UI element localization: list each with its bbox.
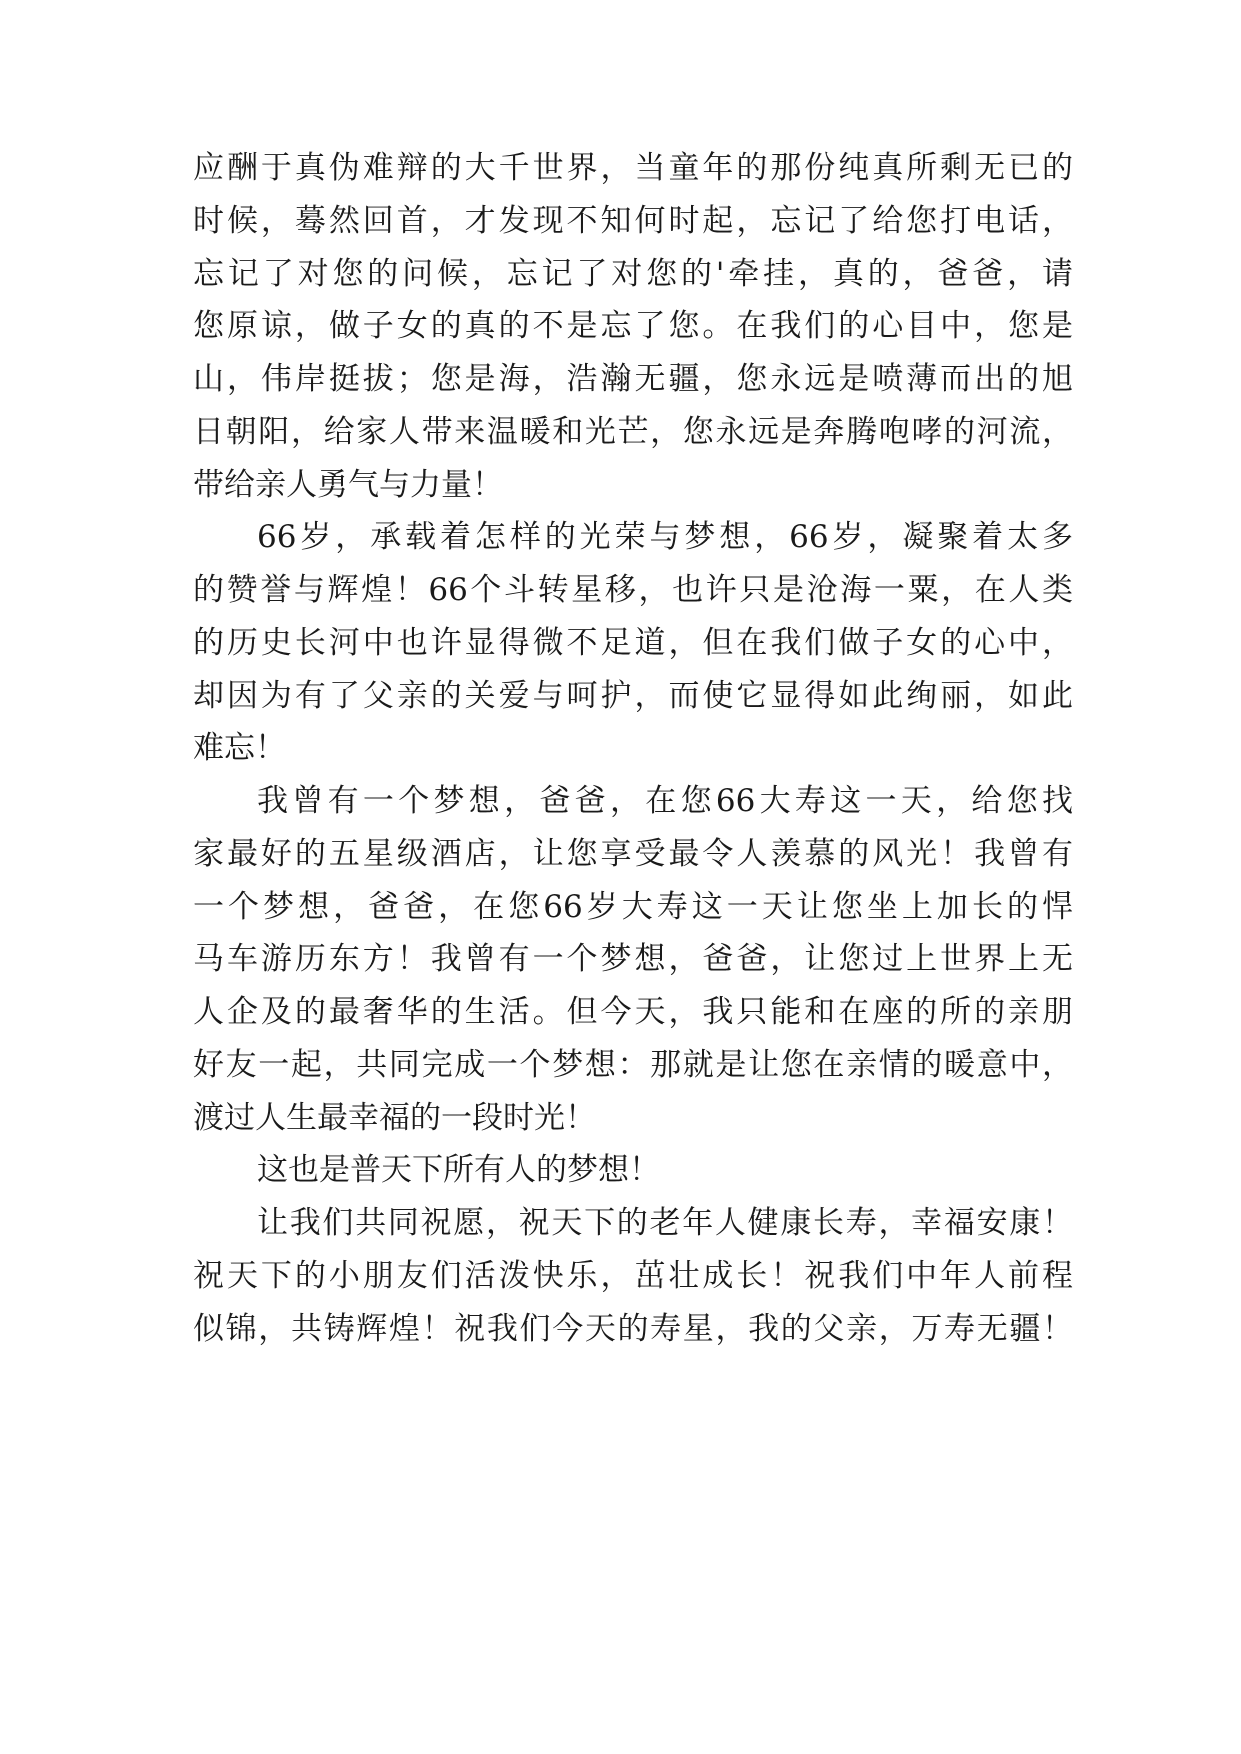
text-line: 日朝阳，给家人带来温暖和光芒，您永远是奔腾咆哮的河流， (193, 414, 1073, 450)
text-line: 一个梦想，爸爸，在您66岁大寿这一天让您坐上加长的悍 (193, 889, 1073, 925)
text-line: 的赞誉与辉煌！66个斗转星移，也许只是沧海一粟，在人类 (193, 572, 1073, 608)
text-line: 似锦，共铸辉煌！祝我们今天的寿星，我的父亲，万寿无疆！ (193, 1311, 1073, 1347)
text-line: 却因为有了父亲的关爱与呵护，而使它显得如此绚丽，如此 (193, 678, 1073, 714)
text-line: 让我们共同祝愿，祝天下的老年人健康长寿，幸福安康！ (257, 1205, 1073, 1241)
text-line: 马车游历东方！我曾有一个梦想，爸爸，让您过上世界上无 (193, 941, 1073, 977)
text-line: 带给亲人勇气与力量！ (193, 467, 503, 503)
text-line: 我曾有一个梦想，爸爸，在您66大寿这一天，给您找 (257, 783, 1073, 819)
text-line: 难忘！ (193, 730, 286, 766)
text-line: 66岁，承载着怎样的光荣与梦想，66岁，凝聚着太多 (257, 519, 1073, 555)
text-line: 人企及的最奢华的生活。但今天，我只能和在座的所的亲朋 (193, 994, 1073, 1030)
text-line: 时候，蓦然回首，才发现不知何时起，忘记了给您打电话， (193, 203, 1073, 239)
text-line: 这也是普天下所有人的梦想！ (257, 1152, 660, 1188)
text-line: 山，伟岸挺拔；您是海，浩瀚无疆，您永远是喷薄而出的旭 (193, 361, 1073, 397)
text-line: 您原谅，做子女的真的不是忘了您。在我们的心目中，您是 (193, 308, 1073, 344)
text-line: 应酬于真伪难辩的大千世界，当童年的那份纯真所剩无已的 (193, 150, 1073, 186)
text-line: 忘记了对您的问候，忘记了对您的'牵挂，真的，爸爸，请 (193, 256, 1073, 292)
text-line: 渡过人生最幸福的一段时光！ (193, 1100, 596, 1136)
text-line: 家最好的五星级酒店，让您享受最令人羡慕的风光！我曾有 (193, 836, 1073, 872)
text-line: 祝天下的小朋友们活泼快乐，茁壮成长！祝我们中年人前程 (193, 1258, 1073, 1294)
text-line: 好友一起，共同完成一个梦想：那就是让您在亲情的暖意中， (193, 1047, 1073, 1083)
text-line: 的历史长河中也许显得微不足道，但在我们做子女的心中， (193, 625, 1073, 661)
